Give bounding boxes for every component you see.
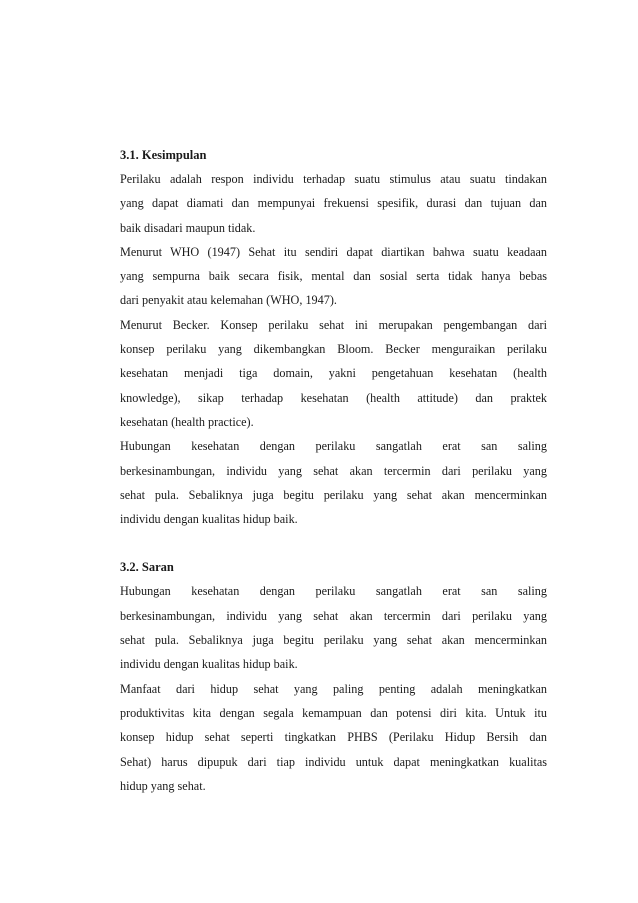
text-line: dari penyakit atau kelemahan (WHO, 1947). — [120, 293, 337, 308]
text-line: hidup yang sehat. — [120, 778, 206, 793]
text-line: Manfaat dari hidup sehat yang paling penting adalah meningkatkan — [120, 681, 547, 696]
text-line: yang sempurna baik secara fisik, mental dan sosial serta tidak hanya bebas — [120, 269, 547, 284]
paragraph-who-definition — [120, 240, 547, 313]
paragraph-hubungan-kesimpulan — [120, 434, 547, 531]
text-line: berkesinambungan, individu yang sehat akan tercermin dari perilaku yang — [120, 463, 547, 478]
text-line: baik disadari maupun tidak. — [120, 220, 256, 235]
paragraph-hubungan-saran — [120, 579, 547, 676]
document-page — [120, 143, 547, 798]
text-line: individu dengan kualitas hidup baik. — [120, 657, 298, 672]
text-line: Hubungan kesehatan dengan perilaku sangatlah erat san saling — [120, 439, 547, 454]
text-line: konsep hidup sehat seperti tingkatkan PHBS (Perilaku Hidup Bersih dan — [120, 730, 547, 745]
text-line: produktivitas kita dengan segala kemampuan dan potensi diri kita. Untuk itu — [120, 705, 547, 720]
text-line: kesehatan menjadi tiga domain, yakni pengetahuan kesehatan (health — [120, 366, 547, 381]
text-line: Hubungan kesehatan dengan perilaku sangatlah erat san saling — [120, 584, 547, 599]
text-line: Sehat) harus dipupuk dari tiap individu untuk dapat meningkatkan kualitas — [120, 754, 547, 769]
text-line: knowledge), sikap terhadap kesehatan (health attitude) dan praktek — [120, 390, 547, 405]
text-line: Menurut Becker. Konsep perilaku sehat ini merupakan pengembangan dari — [120, 317, 547, 332]
text-line: kesehatan (health practice). — [120, 414, 254, 429]
text-line: sehat pula. Sebaliknya juga begitu perilaku yang sehat akan mencerminkan — [120, 633, 547, 648]
section-heading-kesimpulan: 3.1. Kesimpulan — [120, 148, 207, 162]
section-spacer — [120, 531, 547, 555]
paragraph-manfaat — [120, 677, 547, 798]
paragraph-becker-concept — [120, 313, 547, 434]
text-line: konsep perilaku yang dikembangkan Bloom. Becker menguraikan perilaku — [120, 342, 547, 357]
text-line: yang dapat diamati dan mempunyai frekuensi spesifik, durasi dan tujuan dan — [120, 196, 547, 211]
paragraph-perilaku-definition — [120, 167, 547, 240]
text-line: Perilaku adalah respon individu terhadap suatu stimulus atau suatu tindakan — [120, 172, 547, 186]
section-heading-saran: 3.2. Saran — [120, 560, 174, 575]
text-line: berkesinambungan, individu yang sehat akan tercermin dari perilaku yang — [120, 608, 547, 623]
text-line: sehat pula. Sebaliknya juga begitu perilaku yang sehat akan mencerminkan — [120, 487, 547, 502]
text-line: individu dengan kualitas hidup baik. — [120, 512, 298, 527]
text-line: Menurut WHO (1947) Sehat itu sendiri dapat diartikan bahwa suatu keadaan — [120, 244, 547, 259]
